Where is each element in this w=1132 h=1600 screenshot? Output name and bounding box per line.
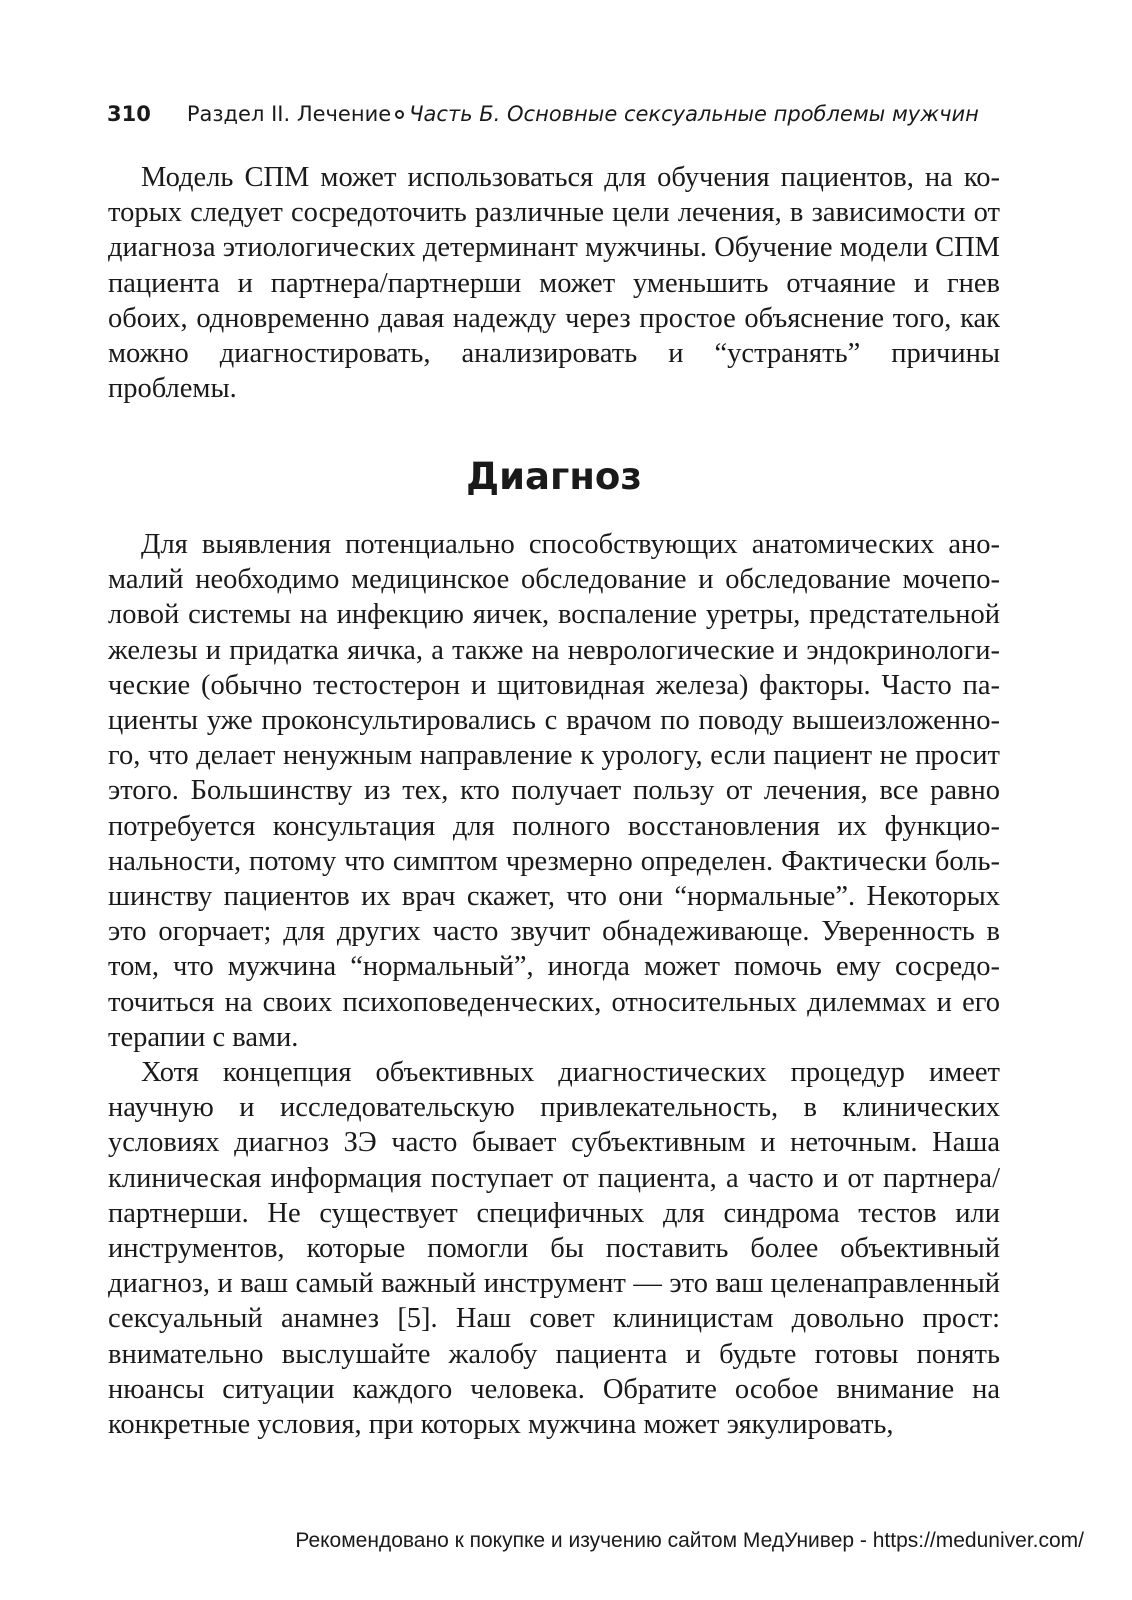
bullet-separator-icon [395, 110, 404, 119]
header-section: Раздел II. Лечение [186, 102, 392, 126]
section-title: Диагноз [466, 455, 642, 498]
section-paragraph-1: Для выявления потенциально способствующих анатомических аномалий необходимо медицинское обследование и обследование мочеполовой системы на инфекцию яичек, воспаление уретры, предстательной железы и придатка яичка, а также на неврологические и эндокринологические (обычно тестостерон и щитовидная железа) факторы. Часто пациенты уже проконсультировались с врачом по поводу вышеизложенного, что делает ненужным направление к урологу, если пациент не просит этого. Большинству из тех, кто получает пользу от лечения, все равно потребуется консультация для полного восстановления их функциональности, потому что симптом чрезмерно определен. Фактически большинству пациентов их врач скажет, что они “нормальные”. Некоторых это огорчает; для других часто звучит обнадеживающе. Уверенность в том, что мужчина “нормальный”, иногда может помочь ему сосредоточиться на своих психоповеденческих, относительных дилеммах и его терапии с вами. [108, 529, 1000, 1053]
footer-recommendation: Рекомендовано к покупке и изучению сайтом МедУнивер - https://meduniver.com/ [295, 1529, 1084, 1552]
section-paragraph-2: Хотя концепция объективных диагностических процедур имеет научную и исследовательскую привлекательность, в клинических условиях диагноз ЗЭ часто бывает субъективным и неточным. Наша клиническая информация поступает от пациента, а часто и от партнера/партнерши. Не существует специфичных для синдрома тестов или инструментов, которые помогли бы поставить более объективный диагноз, и ваш самый важный инструмент — это ваш целенаправленный сексуальный анамнез [5]. Наш совет клиницистам довольно прост: внимательно выслушайте жалобу пациента и будьте готовы понять нюансы ситуации каждого человека. Обратите особое внимание на конкретные условия, при которых мужчина может эякулировать, [108, 1057, 1000, 1441]
intro-paragraph: Модель СПМ может использоваться для обучения пациентов, на которых следует сосредоточить различные цели лечения, в зависимости от диагноза этиологических детерминант мужчины. Обучение модели СПМ пациента и партнера/партнерши может уменьшить отчаяние и гнев обоих, одновременно давая надежду через простое объяснение того, как можно диагностировать, анализировать и “устранять” причины проблемы. [108, 162, 1000, 405]
header-part: Часть Б. Основные сексуальные проблемы мужчин [409, 102, 979, 126]
running-header [107, 100, 1027, 128]
section-body [108, 527, 1000, 1442]
intro-text [108, 160, 1000, 406]
page-number: 310 [107, 102, 151, 126]
